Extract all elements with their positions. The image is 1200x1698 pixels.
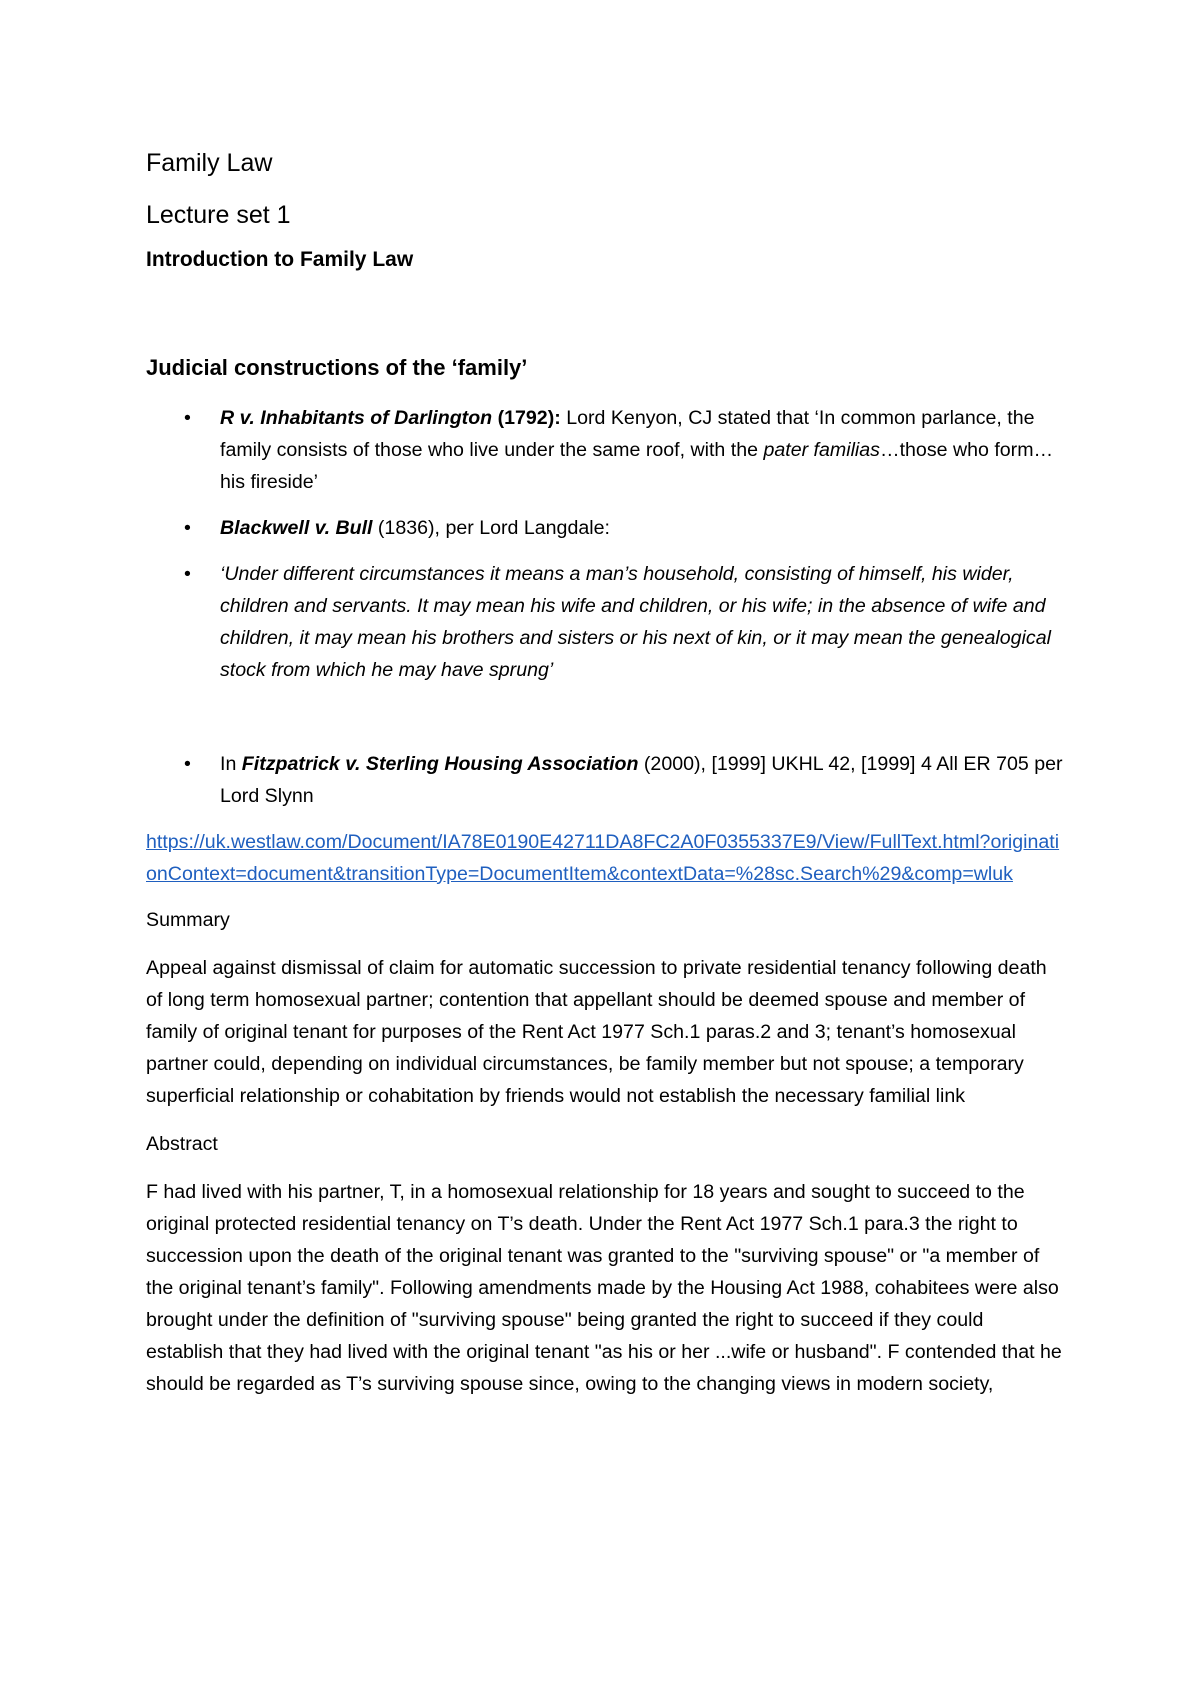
- case-year: (1792):: [492, 407, 561, 429]
- bullet-quote: [146, 558, 1066, 686]
- abstract-text: F had lived with his partner, T, in a homosexual relationship for 18 years and sought to succeed to the original protected residential tenancy on T’s death. Under the Rent Act 1977 Sch.1 para.3 the right to succession upon the death of the original tenant was granted to the "surviving spouse" or "a member of the original tenant’s family". Following amendments made by the Housing Act 1988, cohabitees were also brought under the definition of "surviving spouse" being granted the right to succeed if they could establish that they had lived with the original tenant "as his or her ...wife or husband". F contended that he should be regarded as T’s surviving spouse since, owing to the changing views in modern society,: [146, 1181, 1062, 1395]
- bullet-blackwell: [146, 512, 1066, 544]
- bullet-dot: •: [184, 753, 191, 775]
- quote-text: ‘Under different circumstances it means a man’s household, consisting of himself, his wider, children and servants. It may mean his wife and children, or his wife; in the absence of wife and children, it may mean his brothers and sisters or his next of kin, or it may mean the genealogical stock from which he may have sprung’: [220, 563, 1051, 681]
- bullet-text: (1836), per Lord Langdale:: [372, 517, 610, 539]
- bullet-prefix: In: [220, 753, 242, 775]
- bullet-italic: pater familias: [763, 439, 880, 461]
- bullet-text: Lord Kenyon, CJ stated that ‘In common parlance, the family consists of those who live under the same roof, with the: [220, 407, 1035, 461]
- bullet-fitzpatrick: [146, 748, 1066, 812]
- bullet-dot: •: [184, 563, 191, 585]
- bullet-text: (2000), [1999] UKHL 42, [1999] 4 All ER 705 per Lord Slynn: [220, 753, 1063, 807]
- document-body: [146, 146, 1066, 1400]
- lecture-title: Lecture set 1: [146, 201, 291, 229]
- section-heading: Judicial constructions of the ‘family’: [146, 355, 528, 380]
- case-name: Fitzpatrick v. Sterling Housing Association: [241, 753, 639, 775]
- bullet-dot: •: [184, 517, 191, 539]
- abstract-heading: Abstract: [146, 1133, 218, 1155]
- summary-text: Appeal against dismissal of claim for automatic succession to private residential tenancy following death of long term homosexual partner; contention that appellant should be deemed spouse and member of family of original tenant for purposes of the Rent Act 1977 Sch.1 paras.2 and 3; tenant’s homosexual partner could, depending on individual circumstances, be family member but not spouse; a temporary superficial relationship or cohabitation by friends would not establish the necessary familial link: [146, 957, 1047, 1107]
- summary-heading: Summary: [146, 909, 230, 931]
- bullet-darlington: [146, 402, 1066, 498]
- case-list: [146, 402, 1066, 812]
- case-name: R v. Inhabitants of Darlington: [220, 407, 493, 429]
- document-title: Family Law: [146, 149, 273, 177]
- westlaw-link[interactable]: https://uk.westlaw.com/Document/IA78E0190E42711DA8FC2A0F0355337E9/View/FullText.html?originationContext=document&transitionType=DocumentItem&contextData=%28sc.Search%29&comp=wluk: [146, 831, 1060, 885]
- bullet-dot: •: [184, 407, 191, 429]
- case-name: Blackwell v. Bull: [220, 517, 373, 539]
- bullet-text-end: …those who form…his fireside’: [220, 439, 1054, 493]
- intro-heading: Introduction to Family Law: [146, 248, 414, 271]
